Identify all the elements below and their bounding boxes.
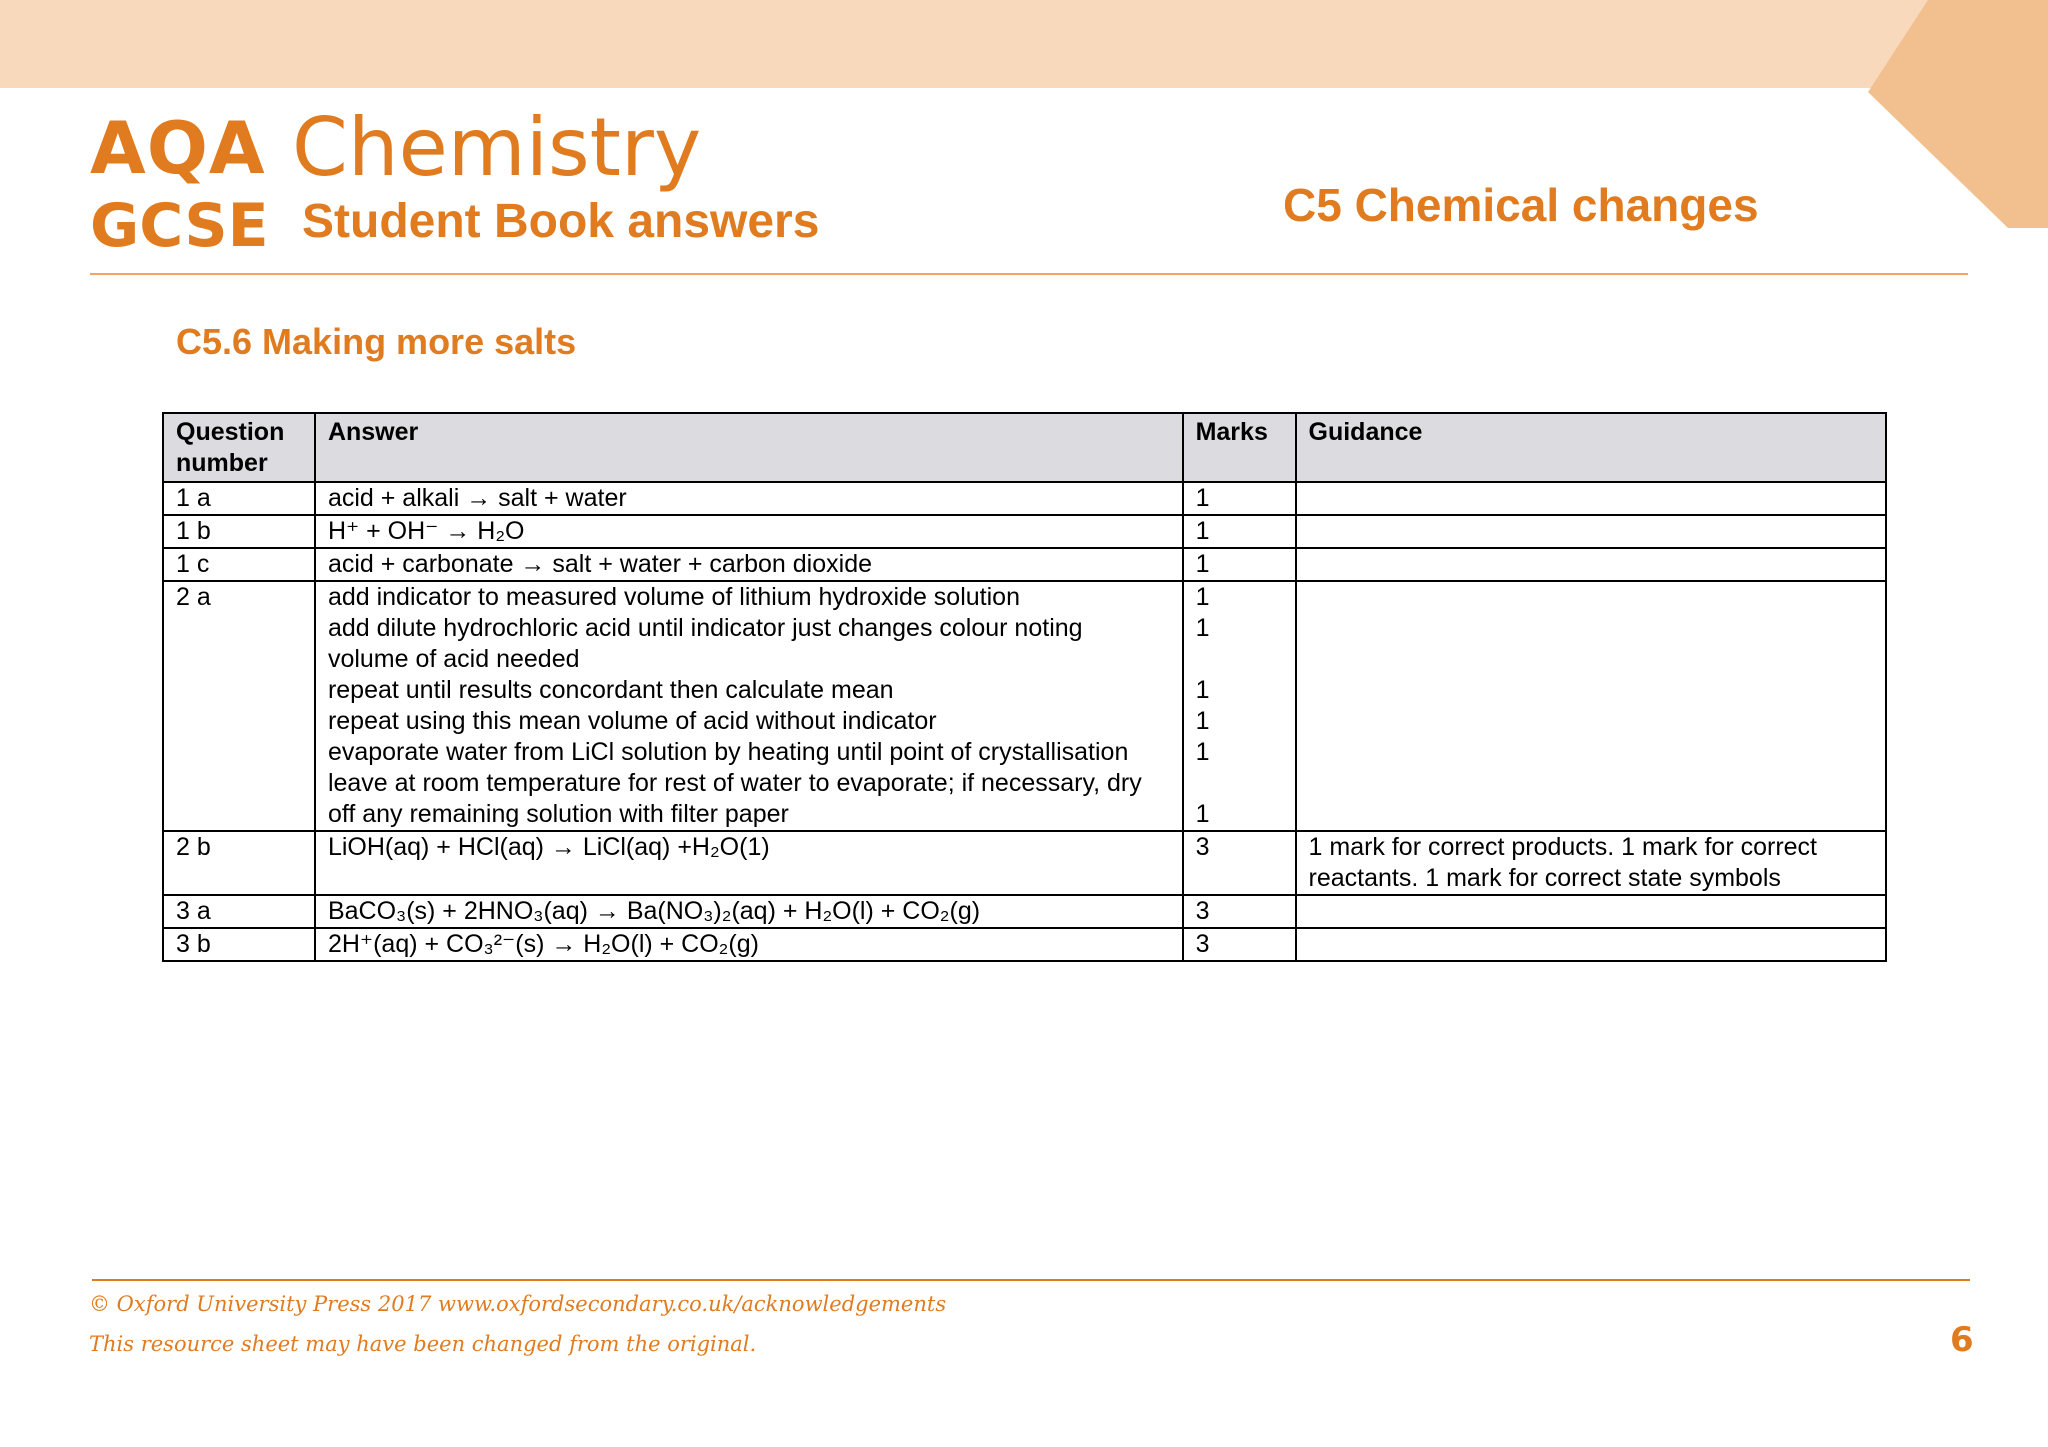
header-guidance: Guidance: [1296, 413, 1886, 482]
marks-cell: 3: [1183, 895, 1296, 928]
guidance-cell: 1 mark for correct products. 1 mark for correct reactants. 1 mark for correct state symbols: [1296, 831, 1886, 895]
answer-line: leave at room temperature for rest of water to evaporate; if necessary, dry off any remaining solution with filter paper: [327, 769, 1142, 828]
header-divider: [90, 273, 1968, 275]
answer-cell: [315, 581, 1183, 831]
table-row: [163, 928, 1886, 961]
question-cell: 1 b: [163, 515, 315, 548]
mark-value: 1: [1195, 676, 1210, 704]
question-cell: 1 a: [163, 482, 315, 515]
page-subtitle: Student Book answers: [302, 195, 820, 248]
header-marks: Marks: [1183, 413, 1296, 482]
answer-cell: LiOH(aq) + HCl(aq) → LiCl(aq) +H₂O(1): [315, 831, 1183, 895]
marks-cell: 1: [1183, 548, 1296, 581]
mark-value: 1: [1195, 707, 1210, 735]
logo-chemistry: Chemistry: [292, 101, 702, 194]
answer-cell: BaCO₃(s) + 2HNO₃(aq) → Ba(NO₃)₂(aq) + H₂O(l) + CO₂(g): [315, 895, 1183, 928]
chapter-title: C5 Chemical changes: [1283, 179, 1759, 231]
table-header-row: [163, 413, 1886, 482]
marks-cell: [1183, 581, 1296, 831]
mark-value: 1: [1195, 614, 1210, 642]
answer-line: add indicator to measured volume of lithium hydroxide solution: [327, 583, 1020, 611]
header-question-number: Question number: [163, 413, 315, 482]
guidance-cell: [1296, 928, 1886, 961]
guidance-cell: [1296, 581, 1886, 831]
guidance-cell: [1296, 895, 1886, 928]
page-number: 6: [1950, 1320, 1974, 1360]
table-row: [163, 515, 1886, 548]
question-cell: 2 a: [163, 581, 315, 831]
header-answer: Answer: [315, 413, 1183, 482]
table-row: [163, 482, 1886, 515]
logo-aqa: AQA: [90, 106, 266, 190]
guidance-cell: [1296, 548, 1886, 581]
answer-cell: 2H⁺(aq) + CO₃²⁻(s) → H₂O(l) + CO₂(g): [315, 928, 1183, 961]
answer-cell: H⁺ + OH⁻ → H₂O: [315, 515, 1183, 548]
mark-value: 1: [1195, 738, 1210, 766]
guidance-cell: [1296, 482, 1886, 515]
table-row: [163, 581, 1886, 831]
answer-line: evaporate water from LiCl solution by heating until point of crystallisation: [327, 738, 1129, 766]
question-cell: 1 c: [163, 548, 315, 581]
marks-cell: 1: [1183, 515, 1296, 548]
answer-line: repeat using this mean volume of acid without indicator: [327, 707, 937, 735]
top-banner: [0, 0, 2048, 88]
footer-notice: This resource sheet may have been changed from the original.: [89, 1332, 757, 1356]
footer-divider: [92, 1279, 1970, 1281]
table-row: [163, 895, 1886, 928]
answer-line: add dilute hydrochloric acid until indicator just changes colour noting volume of acid needed: [327, 614, 1083, 673]
section-title: C5.6 Making more salts: [176, 321, 577, 362]
table-row: [163, 831, 1886, 895]
answer-line: repeat until results concordant then calculate mean: [327, 676, 894, 704]
logo-gcse: GCSE: [90, 191, 269, 261]
table-row: [163, 548, 1886, 581]
question-cell: 3 a: [163, 895, 315, 928]
answers-table: [162, 412, 1887, 962]
marks-cell: 1: [1183, 482, 1296, 515]
question-cell: 2 b: [163, 831, 315, 895]
mark-value: 1: [1195, 583, 1210, 611]
guidance-cell: [1296, 515, 1886, 548]
marks-cell: 3: [1183, 928, 1296, 961]
answer-cell: acid + carbonate → salt + water + carbon dioxide: [315, 548, 1183, 581]
footer-copyright: © Oxford University Press 2017 www.oxfordsecondary.co.uk/acknowledgements: [89, 1292, 947, 1316]
question-cell: 3 b: [163, 928, 315, 961]
marks-cell: 3: [1183, 831, 1296, 895]
mark-value: 1: [1195, 800, 1210, 828]
answer-cell: acid + alkali → salt + water: [315, 482, 1183, 515]
